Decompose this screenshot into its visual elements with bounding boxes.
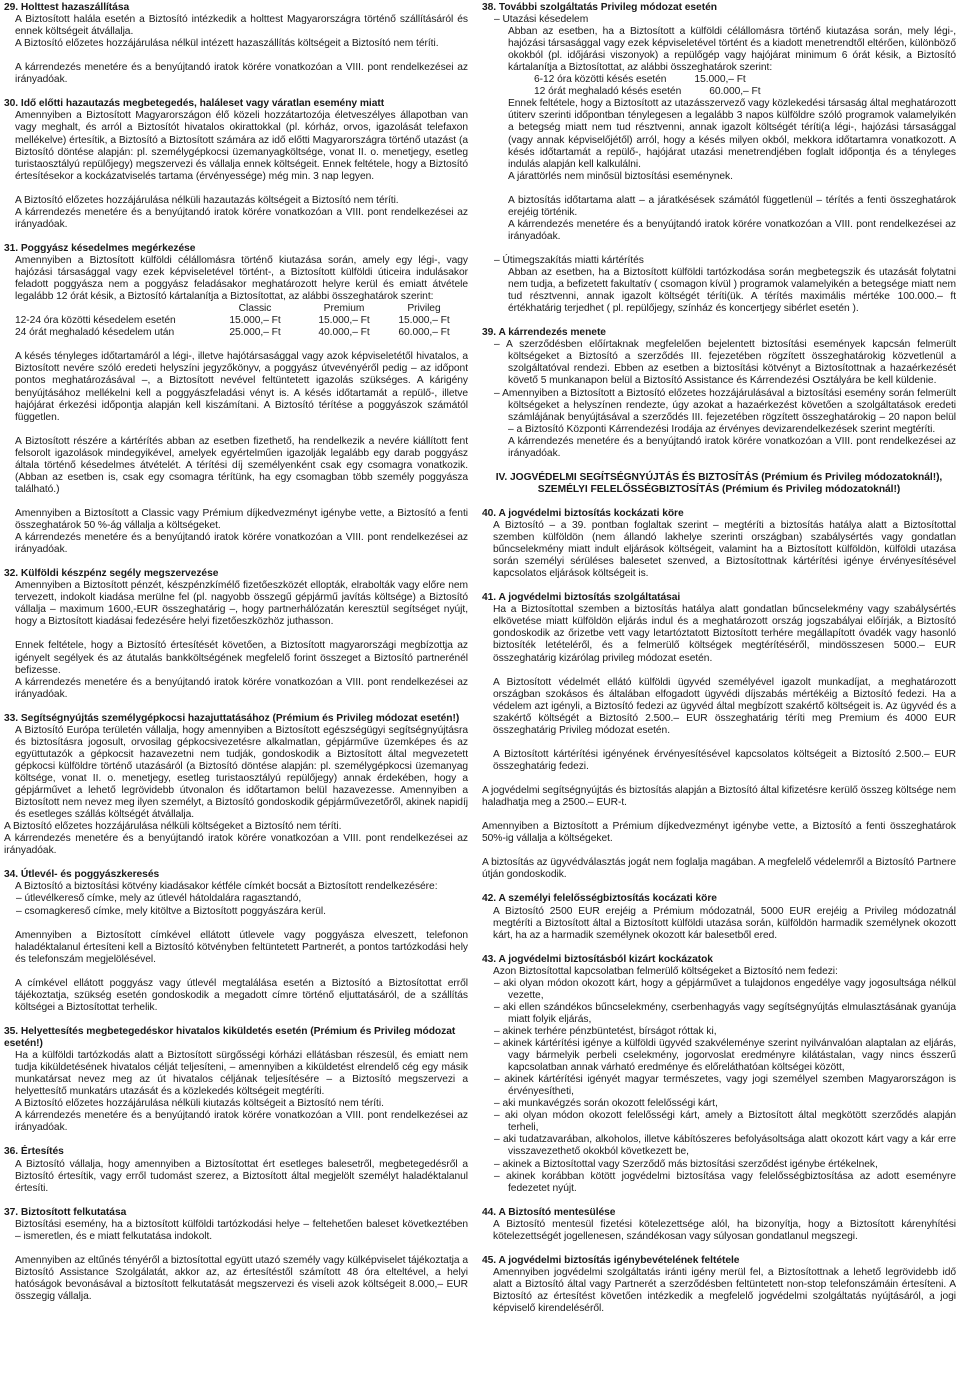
section-41-p6: A biztosítás az ügyvédválasztás jogát nem foglalja magában. A megfelelő védelemről a Biztosító Partnere útján gondoskodik. (482, 857, 956, 881)
section-44-body: A Biztosító mentesül fizetési kötelezettsége alól, ha bizonyítja, hogy a Biztosított kárenyhítési kötelezettségét jogellenesen, szándékosan vagy súlyosan gondatlanul megszegi. (493, 1218, 956, 1242)
section-38-claim: A kárrendezés menetére és a benyújtandó iratok körére vonatkozóan a VIII. pont rendelkezései az irányadóak. (508, 218, 956, 242)
section-34 (4, 869, 468, 1014)
section-31-p3: A Biztosított részére a kártérítés abban az esetben fizethető, ha rendelkezik a nevére kiállított fent felsorolt igazolások mindegyikével, amelyek egyértelműen igazolják legalább egy darab poggyász általa történő késedelmes átvételét. A térítési díj személyenként csak egy csomagra vonatkozik. (Abban az esetben is, csak egy csomagra térítünk, ha egy csomagban több személy poggyásza található.) (15, 435, 468, 495)
list-item: – aki olyan módon okozott felelősségi kárt, amely a Biztosított által megkötött szerződés alapján terheli, (482, 1110, 956, 1134)
list-item: – aki olyan módon okozott kárt, hogy a gépjárművet a tulajdonos engedélye vagy jogosultsága nélkül vezette, (482, 978, 956, 1002)
table-cell: 60.000,– Ft (398, 327, 450, 339)
section-42 (482, 893, 956, 941)
section-45 (482, 1255, 956, 1315)
delay-compensation-table (15, 303, 459, 339)
section-32-body: Amennyiben a Biztosított pénzét, készpénzkímélő fizetőeszközét ellopták, elrabolták vagy előre nem tervezett, indokolt kiadása merülne fel (pl. nagyobb összegű gépjármű javítás költsége) a Biztosító vállalja – maximum 1600,-EUR összeghatárig –, hogy partnerhálózatán keresztül segítséget nyújt, hogy a Biztosított kiadásai fedezésére helyi fizetőeszközhöz juthasson. (15, 580, 468, 628)
table-row (15, 315, 459, 327)
section-36 (4, 1146, 468, 1194)
section-45-body: Amennyiben jogvédelmi szolgáltatás iránti igény merül fel, a Biztosítottnak a lehető legrövidebb idő alatt a Biztosító által vagy Partnerét a szerződésben feltüntetett non-stop telefonszámáin értesíteni. A Biztosító az értesítést követően intézkedik a megfelelő jogvédelmi szolgáltatás nyújtásáról, a jogi képviselő kirendeléséről. (493, 1266, 956, 1315)
section-42-body: A Biztosító 2500 EUR erejéig a Prémium módozatnál, 5000 EUR erejéig a Privileg módozatnál megtéríti a Biztosított által a Biztosított külföldi utazása során, külföldön harmadik személynek okozott kárt, ha az a harmadik személynek okozott kár balesetből ered. (493, 905, 956, 941)
table-cell: 24 órát meghaladó késedelem után (15, 327, 175, 339)
section-29-line-1: A Biztosított halála esetén a Biztosító intézkedik a holttest Magyarországra történő szállításáról és ennek költségeit átvállalja. (15, 14, 468, 38)
section-34-p3: A címkével ellátott poggyász vagy útlevél megtalálása esetén a Biztosító a Biztosítottat erről tájékoztatja, szükség esetén gondoskodik a megadott címre történő eljuttatásáról, de a szállítás költségei a Biztosítottat terhelik. (15, 977, 468, 1013)
table-header-cell (15, 303, 211, 315)
list-item: – útlevélkereső címke, mely az útlevél hátoldalára ragasztandó, (4, 893, 468, 905)
section-37-p2: Amennyiben az eltűnés tényéről a biztosítottal együtt utazó személy vagy külképviselet tájékoztatja a Biztosító Assistance Szolgálatát, akkor az, az értesítéstől számított 48 óra elteltével, a helyi hatóságok bevonásával a biztosított felkutatását megszervezi és viseli azok költségeit 8.000,– EUR összegig vállalja. (15, 1254, 468, 1303)
section-33-nopay: A Biztosító előzetes hozzájárulása nélküli költségeket a Biztosító nem téríti. (4, 821, 342, 833)
section-38 (482, 2, 956, 315)
table-row (15, 327, 459, 339)
delay-rate-row: 12 órát meghaladó késés esetén 60.000,– Ft (534, 86, 761, 98)
section-31-p4: Amennyiben a Biztosított a Classic vagy Prémium díjkedvezményt igénybe vette, a Biztosító a fenti összeghatárok 50 %-ág vállalja a költségeket. (15, 507, 468, 532)
section-39 (482, 327, 956, 460)
section-38-delay-condition: Ennek feltétele, hogy a Biztosított az utazásszervező vagy közlekedési társaság által meghatározott útiterv szerinti időpontban ténylegesen a legalább 3 napos külföldre szóló programok valamelyikén a betegség miatt nem tud résztvenni, annak igazolt költségét téríti(a légi-, hajózási társasággal (vagy annak képviselőjétől) arról, hogy a késés milyen okból, mekkora időtartamra vonatkozott. A késés időtartamát a repülő-, hajójárat utazási menetrendjében foglalt időpontja és a tényleges indulás alapján kell kalkulálni. (508, 98, 957, 170)
section-36-body: A Biztosító vállalja, hogy amennyiben a Biztosítottat ért esetleges balesetről, megbetegedésről a Biztosító értesítik, vagy erről tudomást szerez, a Biztosított által megjelölt személyt haladéktalanul értesíti. (15, 1158, 468, 1194)
list-item: – akinek korábban kötött jogvédelmi biztosítása vagy felelősségbiztosítása az adott eseményre fedezetet nyújt. (482, 1171, 956, 1195)
section-43-title: 43. A jogvédelmi biztosításból kizárt kockázatok (482, 953, 713, 965)
section-35-nopay: A Biztosító előzetes hozzájárulása nélküli kiutazás költségeit a Biztosító nem téríti. (15, 1098, 384, 1110)
section-32-title: 32. Külföldi készpénz segély megszervezése (4, 568, 219, 580)
section-30 (4, 98, 468, 231)
section-43 (482, 954, 956, 1195)
section-33 (4, 713, 468, 858)
section-31-p2: A késés tényleges időtartamáról a légi-, illetve hajótársasággal vagy azok képviseletétől hivatalos, a Biztosított nevére szóló eredeti helyszíni jegyzőkönyv, a poggyász útvevényéről pedig – az időpont pontos meghatározásával –, a Biztosított nevével feltüntetett igazolás szükséges. A kárigény benyújtásához mellékelni kell a poggyászfeladási vényt is. A késés időtartamát a repülő-, illetve hajójárat érkezési időpontja alapján kell kiszámítani. A Biztosító térítése a poggyászok számától független. (15, 351, 468, 423)
table-header-cell: Privileg (407, 303, 441, 315)
section-41-p3: A Biztosított kártérítési igényének érvényesítésével kapcsolatos költségeit a Biztosító 2.500.– EUR összeghatárig fedezi. (493, 748, 956, 772)
section-40-title: 40. A jogvédelmi biztosítás kockázati köre (482, 507, 684, 519)
section-29-title: 29. Holttest hazaszállítása (4, 2, 130, 13)
list-item: – aki tudatzavarában, alkoholos, illetve kábítószeres befolyásoltsága alatt okozott kárt vagy a kár erre visszavezethető okokból következett be, (482, 1134, 956, 1158)
section-32 (4, 568, 468, 701)
section-38-limit: A biztosítás időtartama alatt – a járatkésések számától függetlenül – térítés a fenti összeghatárok erejéig történik. (508, 194, 956, 218)
section-31-title: 31. Poggyász késedelmes megérkezése (4, 242, 196, 254)
section-29-claim: A kárrendezés menetére és a benyújtandó iratok körére vonatkozóan a VIII. pont rendelkezései az irányadóak. (15, 62, 468, 86)
section-41-title: 41. A jogvédelmi biztosítás szolgáltatásai (482, 592, 681, 604)
table-header-row (15, 303, 459, 315)
section-41-body: Ha a Biztosítottal szemben a biztosítás hatálya alatt gondatlan bűncselekmény vagy szabálysértés elkövetése miatt külföldön eljárás indul és a meghatározott ország jogszabályai előírják, a Biztosító gondoskodik az őrizetbe vett vagy letartóztatott Biztosított terhére megállapított óvadék vagy hasonló biztosíték letételéről, és a felmerülő költségek megtérítéséről, mindösszesen 5000.– EUR összeghatárig kizárólag privileg módozat esetén. (493, 604, 956, 664)
section-40-body: A Biztosító – a 39. pontban foglaltak szerint – megtéríti a biztosítás hatálya alatt a Biztosítottal szemben külföldön (nem állandó lakhelye szerinti országban) szabálysértés vagy gondatlan bűncselekmény miatt indult eljárások költségeit, valamint ha a Biztosított külföldön, külföldi utazása során személyi sérüléses balesetet szenved, a Biztosítottnak kártérítési igénye érvényesítésével kapcsolatos eljárások költségeit is. (493, 520, 956, 580)
list-item: – Amennyiben a Biztosított a Biztosító előzetes hozzájárulásával a biztosítási esemény során felmerült költségeket a helyszínen rendezte, úgy azokat a hazaérkezést követően a szolgáltatások eredeti számlájának benyújtásával a szerződés III. fejezetében rögzített összeghatárokig – 20 napon belül – a Biztosító Központi Kárrendezési Irodája az érvényes devizarendelkezések szerint megtéríti. (482, 388, 956, 436)
list-item: – Utazási késedelem (482, 14, 956, 26)
list-item: – aki munkavégzés során okozott felelősségi kárt, (482, 1098, 956, 1110)
section-40 (482, 508, 956, 580)
table-header-cell: Premium (323, 303, 365, 315)
list-item: – csomagkereső címke, mely kitöltve a Biztosított poggyászára kerül. (4, 906, 468, 918)
section-31-claim: A kárrendezés menetére és a benyújtandó iratok körére vonatkozóan a VIII. pont rendelkezései az irányadóak. (15, 532, 468, 556)
table-header-cell: Classic (238, 303, 272, 315)
section-38-title: 38. További szolgáltatás Privileg módozat esetén (482, 2, 717, 13)
table-cell: 15.000,– Ft (398, 315, 450, 327)
section-39-title: 39. A kárrendezés menete (482, 327, 606, 339)
section-41-p2: A Biztosított védelmét ellátó külföldi ügyvéd személyével igazolt munkadíjat, a meghatározott országban szokásos és általában elfogadott ügyvédi díjszabás mértékéig a Biztosító fedezi. Ha a védelem azt igényli, a Biztosító fedezi az ügyvéd által megbízott szakértő költségeit is. Az ügyvéd és a szakértő költségét a Biztosító 2.500.– EUR összeghatárig téríti meg Premium és 4000 EUR összeghatárig Privileg módozat esetén. (493, 676, 956, 736)
section-30-claim: A kárrendezés menetére és a benyújtandó iratok körére vonatkozóan a VIII. pont rendelkezései az irányadóak. (15, 206, 468, 230)
section-33-title: 33. Segítségnyújtás személygépkocsi hazajuttatásához (Prémium és Privileg módozat esetén!) (4, 712, 460, 724)
section-45-title: 45. A jogvédelmi biztosítás igénybevételének feltétele (482, 1254, 740, 1266)
section-32-p2: Ennek feltétele, hogy a Biztosító értesítését követően, a Biztosított magyarországi megbízottja az igényelt segélyek és az átutalás bankköltségének megfelelő forint összeget a Biztosító partnerénél befizesse. (15, 640, 468, 676)
section-34-body: A Biztosító a biztosítási kötvény kiadásakor kétféle címkét bocsát a Biztosított rendelkezésére: (15, 881, 438, 893)
delay-rate-row: 6-12 óra közötti késés esetén 15.000,– Ft (534, 74, 746, 86)
left-column (4, 2, 468, 1315)
section-35-claim: A kárrendezés menetére és a benyújtandó iratok körére vonatkozóan a VIII. pont rendelkezései az irányadóak. (15, 1110, 468, 1134)
section-33-claim: A kárrendezés menetére és a benyújtandó iratok körére vonatkozóan a VIII. pont rendelkezései az irányadóak. (4, 833, 468, 857)
section-30-body: Amennyiben a Biztosított Magyarországon élő közeli hozzátartozója életveszélyes állapotban van vagy meghalt, és arról a Biztosítót hivatalos okirattokkal (pl. kórház, orvos, igazolását telefaxon mellékelve) értesítik, a Biztosító a Biztosított számára az idő előtti Magyarországra történő utazást (a Biztosító döntése alapján: pl. személygépkocsi üzemanyagköltsége, vonat II. o. menetjegy, esetleg turistaosztályú repülőjegy) megszervezi és vállalja ennek költségeit. Ennek feltétele, hogy a Biztosító értesítésekor a kockázatviselés tartama (érvényessége) még min. 3 nap legyen. (15, 110, 468, 182)
section-37 (4, 1207, 468, 1303)
list-item: – akinek terhére pénzbüntetést, bírságot róttak ki, (482, 1026, 956, 1038)
section-34-title: 34. Útlevél- és poggyászkeresés (4, 869, 160, 881)
section-38-cancellation: A járattörlés nem minősül biztosítási eseménynek. (508, 170, 733, 182)
section-44-title: 44. A Biztosító mentesülése (482, 1206, 616, 1218)
list-item: – aki ellen szándékos bűncselekmény, cserbenhagyás vagy segítségnyújtás elmulasztásának gyanúja miatt folyik eljárás, (482, 1002, 956, 1026)
chapter-title-line-2: SZEMÉLYI FELELŐSSÉGBIZTOSÍTÁS (Prémium és Privileg módozatoknál!) (537, 483, 901, 495)
section-44 (482, 1207, 956, 1243)
section-32-claim: A kárrendezés menetére és a benyújtandó iratok körére vonatkozóan a VIII. pont rendelkezései az irányadóak. (15, 676, 468, 700)
section-31-body: Amennyiben a Biztosított külföldi célállomásra történő kiutazása során, amely egy légi-, vagy hajózási társasággal vagy ezek képviseletével történt-, a Biztosított külföldi úticeira indulásakor feladott poggyásza nem a poggyász feladásakor meghatározott helyre kerül és emiatt átvétele legalább 12 órát késik, a Biztosító kártalanítja a Biztosítottat, az alábbi összeghatárok szerint: (15, 254, 468, 303)
section-33-body: A Biztosító Európa területén vállalja, hogy amennyiben a Biztosított egészségügyi segítségnyújtásra és biztosításra jogosult, orvosilag gépkocsivezetésre alkalmatlan, gépjárműve üzemképes és az együttutazók a gépkocsit hazavezetni nem tudják, gondoskodik a Biztosított által megvezetett gépkocsi külföldre történő utazásáról (a Biztosító döntése alapján: pl. személygépkocsi üzemanyag költsége, vonat II. o. menetjegy, esetleg turistaosztályú repülőjegy) annak érdekében, hogy a gépjárművet a lehető legrövidebb útvonalon és időtartamon belül hazavezesse. Amennyiben a Biztosított nem nevez meg ilyen személyt, a Biztosító gondoskodik gépjárművezetőről, akinek napidíj és esetleges szállás költségét átvállalja. (15, 724, 468, 821)
list-item: – akinek a Biztosítottal vagy Szerződő más biztosítási szerződést igénybe értékelnek, (482, 1159, 956, 1171)
chapter-title-line-1: IV. JOGVÉDELMI SEGÍTSÉGNYÚJTÁS ÉS BIZTOSÍTÁS (Prémium és Privileg módozatoknál!), (495, 471, 943, 483)
table-cell: 12-24 óra közötti késedelem esetén (15, 315, 176, 327)
table-cell: 40.000,– Ft (318, 327, 370, 339)
list-item: – A szerződésben előírtaknak megfelelően bejelentett biztosítási események kapcsán felmerült költségeket a Biztosító a szerződés III. fejezetében rögzített összeghatárokig közvetlenül a szolgáltatóval rendezi. Ebben az esetben a biztosítási kötvényt a Biztosítottnak a hazaérkezését követő 5 munkanapon belül a Biztosító Assistance és Kárrendezési Osztályára be kell küldenie. (482, 339, 956, 387)
section-38-interruption-body: Abban az esetben, ha a Biztosított külföldi tartózkodása során megbetegszik és utazását folytatni nem tudja, a befizetett fakultatív ( csomagon kívül ) programok valamelyikén a betegsége miatt nem tud résztvenni, annak igazolt költségét téríti(ük. A térítés maximális mértéke 100.000.– ft értékhatárig terjedhet ( pl. repülőjegy, színház és koncertjegy sibérlet esetén ). (508, 267, 956, 315)
section-35 (4, 1026, 468, 1134)
section-30-nopay: A Biztosító előzetes hozzájárulása nélküli hazautazás költségeit a Biztosító nem téríti. (15, 194, 399, 206)
section-29-line-2: A Biztosító előzetes hozzájárulása nélkül intézett hazaszállítás költségeit a Biztosító nem téríti. (15, 38, 439, 50)
list-item: – akinek kártérítési igénye a külföldi ügyvéd szakvéleménye szerint nyilvánvalóan alaptalan az eljárás, vagy bármelyik perbeli cselekmény, jogorvoslat eredményre kilátástalan, vagy nincs ésszerű kapcsolatban annak várható eredménye és előreláthatóan költségei között, (482, 1038, 956, 1074)
section-36-title: 36. Értesítés (4, 1146, 64, 1158)
chapter-heading (482, 472, 956, 496)
list-item: – akinek kártérítési igényét magyar természetes, vagy jogi személyel szemben Magyarországon is érvényesítheti, (482, 1074, 956, 1098)
section-37-body: Biztosítási esemény, ha a biztosított külföldi tartózkodási helye – feltehetően baleset következtében – ismeretlen, és e miatt felkutatása indokolt. (15, 1218, 468, 1242)
section-35-title: 35. Helyettesítés megbetegedéskor hivatalos kiküldetés esetén (Prémium és Privileg módozat esetén!) (4, 1025, 456, 1050)
section-39-claim: A kárrendezés menetére és a benyújtandó iratok körére vonatkozóan a VIII. pont rendelkezései az irányadóak. (508, 435, 956, 459)
section-35-body: Ha a külföldi tartózkodás alatt a Biztosított sürgősségi kórházi ellátásban részesül, és emiatt nem tudja kiküldetésének hivatalos célját teljesíteni, – amennyiben a kiküldetést elrendelő cég egy másik munkatársat nevez meg az út hivatalos céljának teljesítésére – a Biztosító megszervezi a helyettesítő munkatárs utazását és a közlekedés költségeit megtéríti. (15, 1050, 468, 1098)
section-41 (482, 592, 956, 881)
section-43-intro: Azon Biztosítottal kapcsolatban felmerülő költségeket a Biztosító nem fedezi: (493, 965, 838, 977)
right-column (482, 2, 956, 1327)
section-38-delay-body: Abban az esetben, ha a Biztosított a külföldi célállomásra történő kiutazása során, mely légi-, hajózási társasággal vagy ezek képviseletével történt és a kiadott menetrendtől eltérően, különböző okokból (pl. időjárási viszonyok) a repülőgép vagy hajójárat minimum 6 órát késik, a Biztosító kártalanítja a Biztosítottat, az alábbi összeghatárok szerint: (508, 26, 956, 74)
section-29 (4, 2, 468, 86)
table-cell: 25.000,– Ft (229, 327, 281, 339)
section-41-p4: A jogvédelmi segítségnyújtás és biztosítás alapján a Biztosító által kifizetésre kerülő összeg költsége nem haladhatja meg a 2500.– EUR-t. (482, 785, 956, 809)
section-34-p2: Amennyiben a Biztosított címkével ellátott útlevele vagy poggyásza elveszett, telefonon haladéktalanul értesíteni kell a Biztosító kötvényben feltüntetett Partnerét, a pontos tartózkodási hely és telefonszám megjelölésével. (15, 929, 468, 965)
section-41-p5: Amennyiben a Biztosított a Prémium díjkedvezményt igénybe vette, a Biztosító a fenti összeghatárok 50%-ig vállalja a költségeket. (482, 821, 956, 845)
list-item: – Útimegszakítás miatti kártérítés (482, 255, 956, 267)
section-42-title: 42. A személyi felelősségbiztosítás kocázati köre (482, 893, 717, 905)
section-37-title: 37. Biztosított felkutatása (4, 1206, 127, 1218)
table-cell: 15.000,– Ft (229, 315, 281, 327)
table-cell: 15.000,– Ft (318, 315, 370, 327)
section-31 (4, 243, 468, 556)
section-30-title: 30. Idő előtti hazautazás megbetegedés, haláleset vagy váratlan esemény miatt (4, 98, 385, 110)
